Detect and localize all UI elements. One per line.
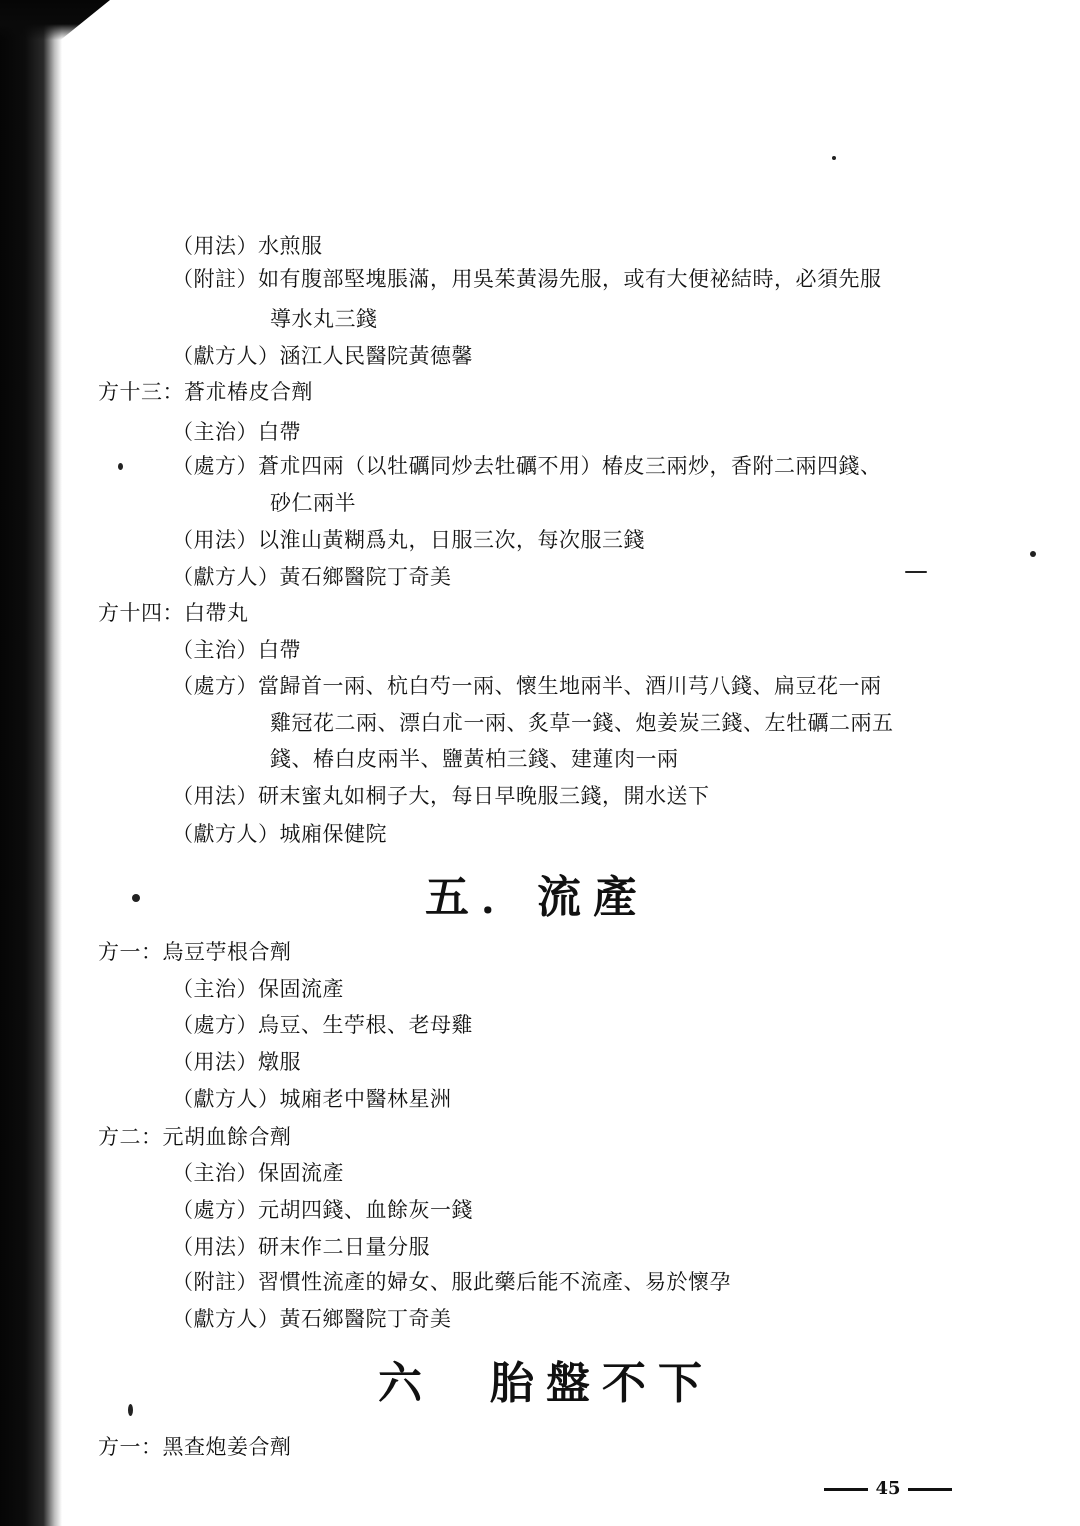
scan-speck: [832, 156, 836, 160]
text-line: 方一：烏豆苧根合劑: [98, 940, 292, 964]
text-line: 方十四：白帶丸: [98, 601, 249, 625]
text-line: （主治）白帶: [172, 638, 301, 662]
text-line: （獻方人）城廂老中醫林星洲: [172, 1087, 452, 1111]
section-heading: 五．流產: [425, 872, 649, 923]
text-line: 錢、椿白皮兩半、鹽黃柏三錢、建蓮肉一兩: [270, 747, 679, 771]
text-line: （獻方人）涵江人民醫院黃德馨: [172, 344, 473, 368]
text-line: 方二：元胡血餘合劑: [98, 1125, 292, 1149]
text-line: 方一：黑查炮姜合劑: [98, 1435, 292, 1459]
text-line: 導水丸三錢: [270, 307, 378, 331]
scan-speck: [118, 463, 123, 470]
text-line: （用法）燉服: [172, 1050, 301, 1074]
text-line: （附註）如有腹部堅塊脹滿，用吳茱黃湯先服，或有大便祕結時，必須先服: [172, 267, 882, 291]
text-line: 砂仁兩半: [270, 491, 356, 515]
text-line: （獻方人）黃石鄉醫院丁奇美: [172, 1307, 452, 1331]
text-line: （附註）習慣性流產的婦女、服此藥后能不流產、易於懷孕: [172, 1270, 731, 1294]
scan-speck: [905, 571, 927, 573]
text-line: （主治）白帶: [172, 420, 301, 444]
text-line: （處方）元胡四錢、血餘灰一錢: [172, 1198, 473, 1222]
text-line: （處方）當歸首一兩、杭白芍一兩、懷生地兩半、酒川芎八錢、扁豆花一兩: [172, 674, 882, 698]
text-line: （主治）保固流產: [172, 1161, 344, 1185]
text-line: （處方）蒼朮四兩（以牡礪同炒去牡礪不用）椿皮三兩炒，香附二兩四錢、: [172, 454, 882, 478]
text-line: （獻方人）城廂保健院: [172, 822, 387, 846]
text-line: 雞冠花二兩、漂白朮一兩、炙草一錢、炮姜炭三錢、左牡礪二兩五: [270, 711, 894, 735]
text-line: （主治）保固流產: [172, 977, 344, 1001]
scan-speck: [132, 894, 140, 902]
scan-speck: [128, 1404, 133, 1416]
section-heading: 六 胎盤不下: [378, 1358, 714, 1409]
text-line: 方十三：蒼朮椿皮合劑: [98, 380, 313, 404]
text-line: （用法）研末作二日量分服: [172, 1235, 430, 1259]
text-line: （用法）以淮山黃糊爲丸，日服三次，每次服三錢: [172, 528, 645, 552]
text-line: （處方）烏豆、生苧根、老母雞: [172, 1013, 473, 1037]
scan-speck: [1030, 551, 1036, 557]
page-number: 45: [820, 1476, 956, 1502]
text-line: （用法）研末蜜丸如桐子大，每日早晚服三錢，開水送下: [172, 784, 710, 808]
text-line: （用法）水煎服: [172, 234, 323, 258]
text-line: （獻方人）黃石鄉醫院丁奇美: [172, 565, 452, 589]
